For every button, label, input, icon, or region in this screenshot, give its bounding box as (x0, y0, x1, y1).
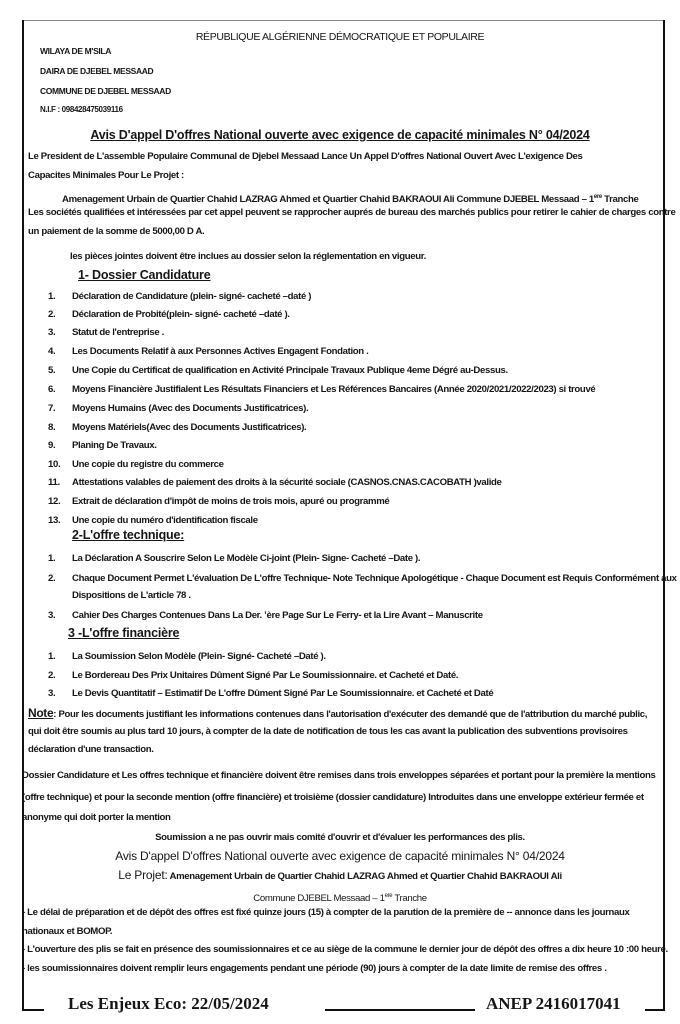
commune-end: Tranche (392, 893, 427, 905)
list-item (48, 515, 258, 527)
item-number: 9. (48, 440, 56, 451)
item-number: 11. (48, 477, 60, 488)
note-text: déclaration d'une transaction. (28, 744, 154, 755)
item-number: 7. (48, 403, 56, 414)
item-text: La Soumission Selon Modèle (Plein- Signé- Cacheté –Daté ). (72, 651, 326, 662)
item-text: Moyens Humains (Avec des Documents Justificatrices). (72, 403, 309, 414)
frame-bottom-left (22, 1009, 44, 1011)
intro-line: Les sociétés qualifiées et intéressées par cet appel peuvent se rapprocher auprés de bureau des marchés publics pour retirer le cahier de charges contre (28, 207, 676, 218)
list-item (48, 291, 311, 303)
item-number: 6. (48, 384, 56, 395)
list-item (48, 477, 502, 489)
list-item (48, 459, 224, 471)
mention-commune (0, 890, 680, 905)
item-text: Une copie du numéro d'identification fiscale (72, 515, 258, 526)
list-item (48, 327, 164, 339)
item-text: Cahier Des Charges Contenues Dans La Der. ’ère Page Sur Le Ferry- et la Lire Avant – Manuscrite (72, 610, 483, 621)
project-line (62, 191, 639, 206)
republic-heading: RÉPUBLIQUE ALGÉRIENNE DÉMOCRATIQUE ET POPULAIRE (195, 31, 485, 43)
frame-bottom-middle (325, 1009, 475, 1011)
condition-text: - les soumissionnaires doivent remplir leurs engagements pendant une période (90) jours à compter de la date limite de remise des offres . (22, 963, 607, 974)
item-number: 12. (48, 496, 61, 507)
item-number: 10. (48, 459, 61, 470)
list-item (48, 384, 595, 396)
list-item (48, 651, 326, 663)
intro-line: un paiement de la somme de 5000,00 D A. (28, 226, 205, 237)
mention-avis: Avis D'appel D'offres National ouverte avec exigence de capacité minimales N° 04/2024 (115, 849, 565, 863)
note-text: qui doit être soumis au plus tard 10 jours, à compter de la date de notification de tous les cas avant la publication des subventions provisoires (28, 726, 628, 737)
item-text: Chaque Document Permet L'évaluation De L'offre Technique- Note Technique Apologétique - Chaque Document est Requis Conformément aux (72, 573, 677, 584)
frame-top (22, 20, 665, 21)
list-item (48, 670, 458, 682)
section2-item: 2. Chaque Document Permet L'évaluation De L'offre Technique- Note Technique Apologétique - Chaque Document est Requis Conformément aux (48, 573, 677, 584)
list-item (48, 346, 368, 358)
list-item (48, 440, 157, 452)
project-end: Tranche (601, 194, 639, 206)
item-text: La Déclaration A Souscrire Selon Le Modèle Ci-joint (Plein- Signe- Cacheté –Date ). (72, 553, 421, 564)
envelopes-text: anonyme qui doit porter la mention (22, 812, 171, 823)
envelopes-text: (offre technique) et pour la seconde mention (offre financière) et troisième (dossier candidature) Introduites dans une enveloppe extérieur fermée et (22, 792, 644, 803)
mention-projet (0, 869, 680, 883)
item-number: 3. (48, 327, 56, 338)
intro-line: Le President de L'assemble Populaire Communal de Djebel Messaad Lance Un Appel D'offres National Ouvert Avec L'exigence Des (28, 151, 583, 162)
section3-heading: 3 -L'offre financière (68, 626, 180, 640)
frame-bottom-right (645, 1009, 665, 1011)
list-item (48, 309, 290, 321)
note-text: : Pour les documents justifiant les informations contenues dans l'autorisation d'exécuter des demandé que de l'attribution du marché public, (53, 709, 648, 720)
list-item (48, 688, 493, 700)
commune-text: Commune DJEBEL Messaad – 1 (253, 893, 385, 905)
note-label: Note (28, 706, 54, 720)
nif: N.I.F : 098428475039116 (40, 105, 123, 114)
condition-text: - Le délai de préparation et de dépôt des offres est fixé quinze jours (15) à compter de la parution de la première de -- annonce dans les journaux (22, 907, 630, 918)
item-text: Le Devis Quantitatif – Estimatif De L'offre Dûment Signé Par Le Soumissionnaire. et Cacheté et Daté (72, 688, 494, 699)
list-item (48, 496, 389, 508)
condition-text: nationaux et BOMOP. (22, 926, 113, 937)
item-text: Déclaration de Candidature (plein- signé- cacheté –daté ) (72, 291, 312, 302)
note-line (28, 707, 647, 721)
item-text: Une Copie du Certificat de qualification en Activité Principale Travaux Publique 4eme Dégré au-Dessus. (72, 365, 508, 376)
item-number: 5. (48, 365, 56, 376)
list-item (48, 403, 308, 415)
item-number: 1. (48, 291, 56, 302)
item-number: 8. (48, 422, 56, 433)
section2-heading: 2-L'offre technique: (72, 528, 185, 542)
item-number: 2. (48, 309, 56, 320)
item-text: Moyens Matériels(Avec des Documents Justificatrices). (72, 422, 307, 433)
project-sup: ere (593, 194, 602, 200)
item-text: Le Bordereau Des Prix Unitaires Dûment Signé Par Le Soumissionnaire. et Cacheté et Daté. (72, 670, 459, 681)
wilaya: WILAYA DE M'SILA (40, 46, 112, 56)
item-number: 2. (48, 670, 56, 681)
envelopes-text: Dossier Candidature et Les offres technique et financière doivent être remises dans trois enveloppes séparées et portant pour la première la mentions (22, 770, 656, 781)
item-text: Moyens Financière Justifialent Les Résultats Financiers et Les Références Bancaires (Année 2020/2021/2022/2023) si trouvé (72, 384, 596, 395)
item-text: Planing De Travaux. (72, 440, 157, 451)
condition-text: - L'ouverture des plis se fait en présence des soumissionnaires et ce au siège de la commune le dernier jour de dépôt des offres a dix heure 10 :00 heure. (22, 944, 668, 955)
projet-text: Amenagement Urbain de Quartier Chahid LAZRAG Ahmed et Quartier Chahid BAKRAOUI Ali (167, 871, 562, 882)
anep-number: ANEP 2416017041 (486, 994, 621, 1013)
commune-sup: ere (384, 893, 393, 899)
list-item (48, 422, 306, 434)
mention-soumission: Soumission a ne pas ouvrir mais comité d'ouvrir et d'évaluer les performances des plis. (155, 832, 525, 843)
intro-line: les pièces jointes doivent être inclues au dossier selon la réglementation en vigueur. (70, 251, 426, 262)
section2-item: 1. La Déclaration A Souscrire Selon Le Modèle Ci-joint (Plein- Signe- Cacheté –Date ). (48, 553, 421, 564)
item-text: Extrait de déclaration d'impôt de moins de trois mois, apuré ou programmé (72, 496, 390, 507)
item-number: 3. (48, 688, 56, 699)
commune: COMMUNE DE DJEBEL MESSAAD (40, 86, 171, 96)
item-text: Une copie du registre du commerce (72, 459, 224, 470)
item-text: Dispositions de L'article 78 . (72, 590, 191, 601)
intro-line: Capacites Minimales Pour Le Projet : (28, 170, 184, 181)
item-text: Statut de l'entreprise . (72, 327, 164, 338)
item-number: 13. (48, 515, 61, 526)
section1-heading: 1- Dossier Candidature (78, 268, 211, 282)
item-text: Déclaration de Probité(plein- signé- cacheté –daté ). (72, 309, 290, 320)
document-title: Avis D'appel D'offres National ouverte avec exigence de capacité minimales N° 04/2024 (90, 128, 590, 142)
newspaper-date: Les Enjeux Eco: 22/05/2024 (68, 994, 269, 1013)
projet-label: Le Projet: (118, 868, 168, 882)
project-text: Amenagement Urbain de Quartier Chahid LAZRAG Ahmed et Quartier Chahid BAKRAOUI Ali Commune DJEBEL Messaad – 1 (62, 194, 594, 206)
item-text: Les Documents Relatif à aux Personnes Actives Engagent Fondation . (72, 346, 369, 357)
item-number: 4. (48, 346, 56, 357)
item-text: Attestations valables de paiement des droits à la sécurité sociale (CASNOS.CNAS.CACOBATH )valide (72, 477, 502, 488)
list-item (48, 365, 508, 377)
daira: DAIRA DE DJEBEL MESSAAD (40, 66, 154, 76)
section2-item: 3. Cahier Des Charges Contenues Dans La Der. ’ère Page Sur Le Ferry- et la Lire Avant – Manuscrite (48, 610, 483, 621)
item-number: 1. (48, 651, 56, 662)
